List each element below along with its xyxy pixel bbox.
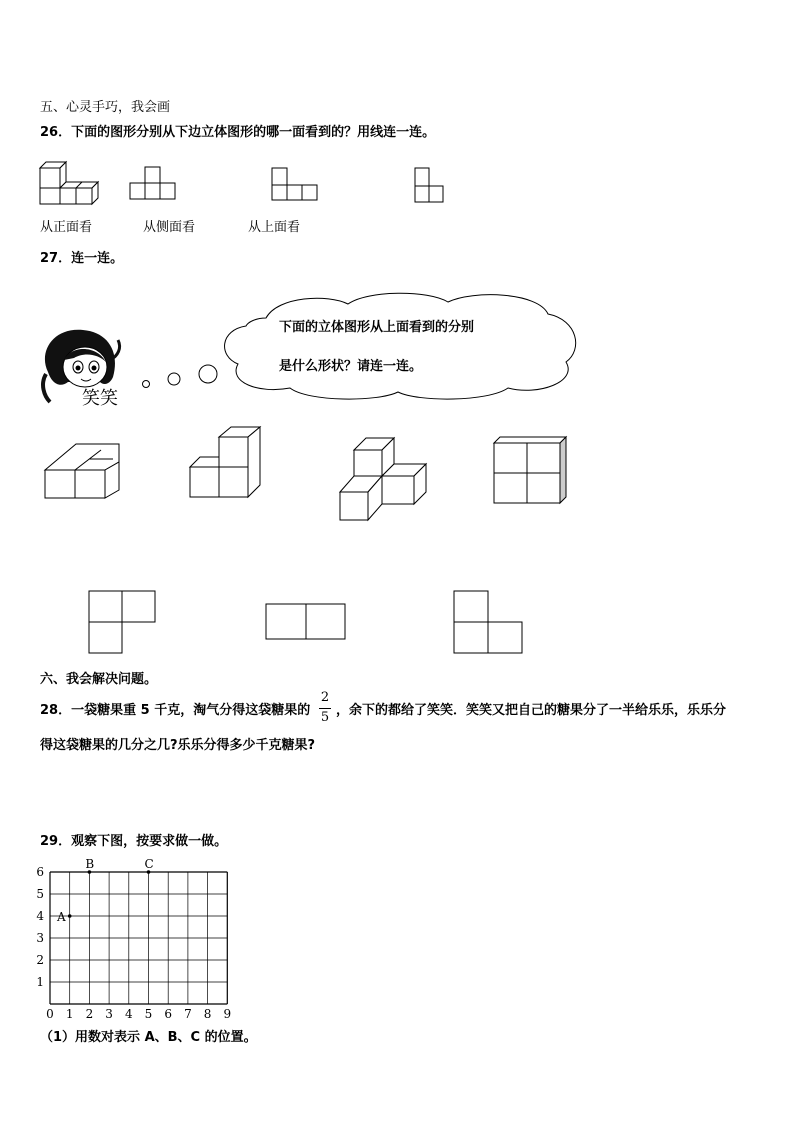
x-tick-label: 6: [164, 1007, 173, 1021]
question-29: 29．观察下图，按要求做一做。: [40, 834, 228, 849]
y-tick-label: 2: [36, 953, 44, 967]
q27-solid-2: [188, 425, 264, 499]
q28-fraction-denominator: 5: [320, 710, 330, 725]
x-tick-label: 9: [223, 1007, 232, 1021]
q27-solid-3: [338, 436, 430, 522]
question-26: 26．下面的图形分别从下边立体图形的哪一面看到的？用线连一连。: [40, 125, 436, 140]
q27-top-view-3: [453, 590, 525, 654]
x-tick-label: 7: [184, 1007, 192, 1021]
y-tick-label: 4: [36, 909, 44, 923]
grid-point-label-c: C: [144, 857, 154, 871]
x-tick-label: 0: [46, 1007, 54, 1021]
grid-point-label-a: A: [57, 910, 66, 924]
x-tick-label: 2: [85, 1007, 94, 1021]
question-28-line-1: [40, 703, 310, 719]
x-tick-label: 8: [203, 1007, 212, 1021]
thought-bubbles: [140, 360, 220, 390]
coordinate-grid: [30, 855, 240, 1025]
view-side-label: 从侧面看: [143, 220, 196, 235]
question-27: 27．连一连。: [40, 251, 124, 266]
grid-point-a: [68, 914, 72, 918]
q28-fraction-bar: [319, 708, 331, 709]
q28-fraction-numerator: 2: [320, 690, 330, 705]
character-name-label: 笑笑: [82, 388, 118, 409]
x-tick-label: 3: [105, 1007, 113, 1021]
section-6-title: 六、我会解决问题。: [40, 672, 158, 687]
speech-text-line-1: 下面的立体图形从上面看到的分别: [279, 320, 475, 335]
q27-top-view-1: [88, 590, 158, 654]
q28-text-after: ，余下的都给了笑笑．笑笑又把自己的糖果分了一半给乐乐，乐乐分: [336, 703, 727, 718]
q26-figure-4: [415, 166, 449, 206]
section-5-title: 五、心灵手巧，我会画: [40, 100, 171, 115]
x-tick-label: 1: [65, 1007, 74, 1021]
y-tick-label: 5: [36, 887, 44, 901]
speech-cloud: [218, 290, 583, 402]
x-tick-label: 4: [124, 1007, 133, 1021]
q27-solid-4: [492, 435, 572, 505]
q26-figure-2: [130, 165, 180, 201]
grid-point-label-b: B: [85, 857, 95, 871]
y-tick-label: 6: [36, 865, 44, 879]
view-top-label: 从上面看: [248, 220, 301, 235]
speech-text-line-2: 是什么形状？请连一连。: [279, 359, 423, 374]
q26-figure-1: [40, 160, 100, 204]
question-28-line-2: 得这袋糖果的几分之几?乐乐分得多少千克糖果?: [40, 738, 316, 753]
x-tick-label: 5: [144, 1007, 153, 1021]
q27-solid-1: [43, 442, 123, 500]
q27-top-view-2: [265, 603, 347, 641]
q28-text-before: 28．一袋糖果重 5 千克，淘气分得这袋糖果的: [40, 703, 311, 718]
y-tick-label: 1: [36, 975, 44, 989]
q29-sub-question-1: （1）用数对表示 A、B、C 的位置。: [40, 1030, 257, 1045]
q26-figure-3: [272, 166, 322, 202]
view-front-label: 从正面看: [40, 220, 93, 235]
y-tick-label: 3: [36, 931, 44, 945]
